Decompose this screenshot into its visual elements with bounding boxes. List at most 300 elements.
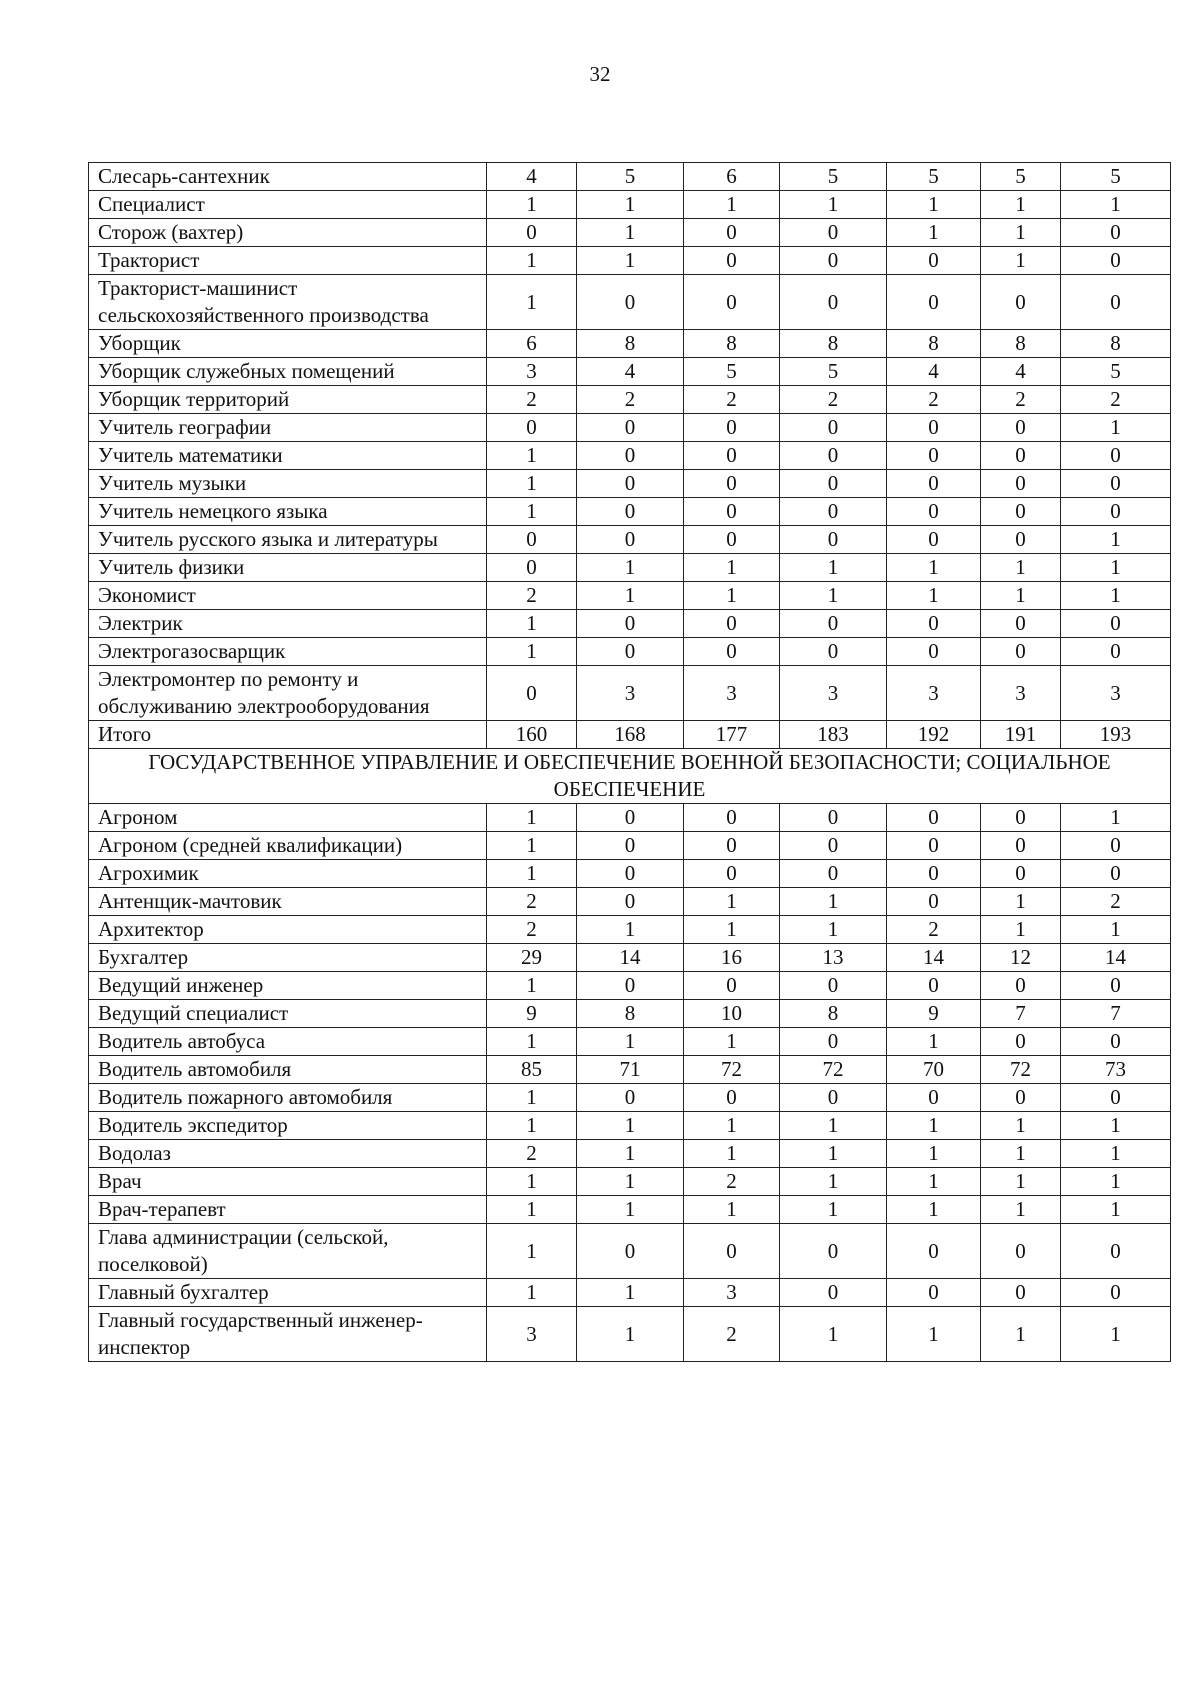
- count-cell: 183: [780, 721, 887, 749]
- count-cell: 0: [981, 860, 1061, 888]
- count-cell: 0: [780, 247, 887, 275]
- count-cell: 0: [577, 888, 684, 916]
- count-cell: 0: [577, 1224, 684, 1279]
- count-cell: 0: [1061, 275, 1171, 330]
- count-cell: 0: [684, 498, 780, 526]
- occupation-name: Специалист: [89, 191, 487, 219]
- count-cell: 1: [780, 1196, 887, 1224]
- count-cell: 1: [487, 1196, 577, 1224]
- count-cell: 1: [487, 1168, 577, 1196]
- section-header-row: [89, 749, 1171, 804]
- count-cell: 71: [577, 1056, 684, 1084]
- count-cell: 3: [487, 1307, 577, 1362]
- count-cell: 0: [577, 638, 684, 666]
- occupation-name: Экономист: [89, 582, 487, 610]
- count-cell: 3: [981, 666, 1061, 721]
- count-cell: 3: [684, 666, 780, 721]
- count-cell: 0: [887, 1224, 981, 1279]
- count-cell: 0: [887, 610, 981, 638]
- count-cell: 2: [887, 386, 981, 414]
- count-cell: 1: [1061, 1196, 1171, 1224]
- count-cell: 0: [981, 1084, 1061, 1112]
- count-cell: 1: [577, 582, 684, 610]
- count-cell: 0: [1061, 442, 1171, 470]
- count-cell: 0: [981, 442, 1061, 470]
- count-cell: 1: [577, 247, 684, 275]
- count-cell: 10: [684, 1000, 780, 1028]
- count-cell: 13: [780, 944, 887, 972]
- count-cell: 1: [1061, 191, 1171, 219]
- count-cell: 1: [684, 191, 780, 219]
- count-cell: 0: [887, 860, 981, 888]
- count-cell: 1: [684, 1140, 780, 1168]
- count-cell: 0: [887, 442, 981, 470]
- section-title: ГОСУДАРСТВЕННОЕ УПРАВЛЕНИЕ И ОБЕСПЕЧЕНИЕ ВОЕННОЙ БЕЗОПАСНОСТИ; СОЦИАЛЬНОЕ ОБЕСПЕЧЕНИЕ: [89, 749, 1171, 804]
- count-cell: 2: [487, 582, 577, 610]
- occupation-name: Агроном: [89, 804, 487, 832]
- occupation-name: Слесарь-сантехник: [89, 163, 487, 191]
- occupation-name: Тракторист: [89, 247, 487, 275]
- count-cell: 1: [887, 554, 981, 582]
- occupation-name: Учитель немецкого языка: [89, 498, 487, 526]
- count-cell: 2: [887, 916, 981, 944]
- count-cell: 0: [887, 972, 981, 1000]
- count-cell: 0: [981, 526, 1061, 554]
- table-row: [89, 1279, 1171, 1307]
- count-cell: 0: [887, 832, 981, 860]
- count-cell: 0: [577, 442, 684, 470]
- count-cell: 0: [887, 1279, 981, 1307]
- occupation-name: Тракторист-машинист сельскохозяйственного производства: [89, 275, 487, 330]
- table-row: [89, 442, 1171, 470]
- count-cell: 1: [684, 1028, 780, 1056]
- count-cell: 0: [1061, 832, 1171, 860]
- occupation-name: Водитель автомобиля: [89, 1056, 487, 1084]
- occupation-name: Учитель русского языка и литературы: [89, 526, 487, 554]
- count-cell: 1: [577, 1279, 684, 1307]
- occupation-name: Уборщик служебных помещений: [89, 358, 487, 386]
- count-cell: 7: [981, 1000, 1061, 1028]
- count-cell: 5: [981, 163, 1061, 191]
- count-cell: 3: [887, 666, 981, 721]
- occupation-name: Водитель пожарного автомобиля: [89, 1084, 487, 1112]
- count-cell: 1: [487, 1028, 577, 1056]
- count-cell: 177: [684, 721, 780, 749]
- count-cell: 0: [981, 414, 1061, 442]
- count-cell: 0: [1061, 972, 1171, 1000]
- count-cell: 0: [780, 219, 887, 247]
- count-cell: 1: [887, 1028, 981, 1056]
- count-cell: 1: [981, 1140, 1061, 1168]
- count-cell: 8: [1061, 330, 1171, 358]
- count-cell: 191: [981, 721, 1061, 749]
- table-row: [89, 832, 1171, 860]
- table-row: [89, 330, 1171, 358]
- occupation-name: Антенщик-мачтовик: [89, 888, 487, 916]
- count-cell: 1: [487, 247, 577, 275]
- count-cell: 1: [487, 470, 577, 498]
- count-cell: 0: [780, 526, 887, 554]
- count-cell: 0: [684, 275, 780, 330]
- table-row: [89, 972, 1171, 1000]
- count-cell: 1: [981, 916, 1061, 944]
- occupation-name: Сторож (вахтер): [89, 219, 487, 247]
- count-cell: 14: [577, 944, 684, 972]
- count-cell: 1: [684, 916, 780, 944]
- count-cell: 7: [1061, 1000, 1171, 1028]
- count-cell: 8: [577, 1000, 684, 1028]
- count-cell: 1: [780, 582, 887, 610]
- count-cell: 0: [577, 972, 684, 1000]
- count-cell: 29: [487, 944, 577, 972]
- count-cell: 4: [487, 163, 577, 191]
- count-cell: 0: [780, 638, 887, 666]
- count-cell: 1: [887, 1196, 981, 1224]
- count-cell: 1: [577, 1307, 684, 1362]
- count-cell: 0: [780, 498, 887, 526]
- count-cell: 0: [887, 1084, 981, 1112]
- table-row: [89, 1196, 1171, 1224]
- occupation-name: Итого: [89, 721, 487, 749]
- occupation-name: Агроном (средней квалификации): [89, 832, 487, 860]
- table-row: [89, 638, 1171, 666]
- count-cell: 1: [487, 275, 577, 330]
- count-cell: 2: [684, 1307, 780, 1362]
- count-cell: 0: [1061, 1224, 1171, 1279]
- count-cell: 5: [684, 358, 780, 386]
- count-cell: 3: [577, 666, 684, 721]
- count-cell: 0: [684, 247, 780, 275]
- count-cell: 3: [780, 666, 887, 721]
- count-cell: 0: [1061, 1084, 1171, 1112]
- count-cell: 1: [487, 191, 577, 219]
- count-cell: 1: [577, 1028, 684, 1056]
- count-cell: 1: [487, 498, 577, 526]
- count-cell: 8: [780, 330, 887, 358]
- count-cell: 1: [887, 219, 981, 247]
- count-cell: 0: [780, 1084, 887, 1112]
- table-row: [89, 1307, 1171, 1362]
- count-cell: 0: [487, 414, 577, 442]
- count-cell: 0: [577, 804, 684, 832]
- count-cell: 5: [577, 163, 684, 191]
- count-cell: 6: [487, 330, 577, 358]
- count-cell: 1: [780, 554, 887, 582]
- occupation-name: Уборщик территорий: [89, 386, 487, 414]
- count-cell: 0: [887, 804, 981, 832]
- count-cell: 1: [981, 219, 1061, 247]
- count-cell: 1: [981, 554, 1061, 582]
- count-cell: 1: [487, 1112, 577, 1140]
- count-cell: 73: [1061, 1056, 1171, 1084]
- count-cell: 0: [887, 470, 981, 498]
- table-row: [89, 666, 1171, 721]
- count-cell: 2: [684, 386, 780, 414]
- count-cell: 0: [887, 498, 981, 526]
- occupation-name: Электрик: [89, 610, 487, 638]
- count-cell: 0: [887, 888, 981, 916]
- count-cell: 0: [780, 972, 887, 1000]
- count-cell: 1: [887, 1307, 981, 1362]
- count-cell: 0: [981, 610, 1061, 638]
- count-cell: 8: [684, 330, 780, 358]
- count-cell: 0: [1061, 219, 1171, 247]
- occupation-name: Главный государственный инженер-инспектор: [89, 1307, 487, 1362]
- table-row: [89, 526, 1171, 554]
- occupation-name: Электрогазосварщик: [89, 638, 487, 666]
- count-cell: 0: [684, 1224, 780, 1279]
- count-cell: 0: [780, 442, 887, 470]
- count-cell: 2: [487, 1140, 577, 1168]
- count-cell: 3: [487, 358, 577, 386]
- count-cell: 1: [577, 1112, 684, 1140]
- count-cell: 0: [981, 1028, 1061, 1056]
- table-row: [89, 582, 1171, 610]
- count-cell: 1: [684, 554, 780, 582]
- count-cell: 0: [487, 554, 577, 582]
- count-cell: 2: [981, 386, 1061, 414]
- count-cell: 0: [684, 638, 780, 666]
- occupation-name: Уборщик: [89, 330, 487, 358]
- count-cell: 1: [1061, 1140, 1171, 1168]
- count-cell: 1: [487, 832, 577, 860]
- count-cell: 1: [780, 1307, 887, 1362]
- count-cell: 0: [981, 275, 1061, 330]
- count-cell: 0: [981, 1279, 1061, 1307]
- occupation-name: Агрохимик: [89, 860, 487, 888]
- count-cell: 14: [887, 944, 981, 972]
- count-cell: 0: [487, 219, 577, 247]
- count-cell: 0: [780, 470, 887, 498]
- count-cell: 1: [780, 1168, 887, 1196]
- count-cell: 1: [684, 888, 780, 916]
- occupation-name: Врач-терапевт: [89, 1196, 487, 1224]
- count-cell: 8: [780, 1000, 887, 1028]
- table-row: [89, 358, 1171, 386]
- count-cell: 0: [577, 414, 684, 442]
- count-cell: 0: [577, 832, 684, 860]
- table-row: [89, 470, 1171, 498]
- total-row: [89, 721, 1171, 749]
- count-cell: 0: [981, 832, 1061, 860]
- count-cell: 1: [1061, 916, 1171, 944]
- occupation-name: Электромонтер по ремонту и обслуживанию электрооборудования: [89, 666, 487, 721]
- count-cell: 0: [1061, 247, 1171, 275]
- table-body: [89, 163, 1171, 1362]
- count-cell: 1: [887, 1140, 981, 1168]
- table-row: [89, 247, 1171, 275]
- occupation-name: Учитель математики: [89, 442, 487, 470]
- count-cell: 0: [780, 1224, 887, 1279]
- count-cell: 0: [981, 638, 1061, 666]
- count-cell: 4: [577, 358, 684, 386]
- count-cell: 1: [487, 442, 577, 470]
- count-cell: 1: [981, 247, 1061, 275]
- count-cell: 1: [577, 1196, 684, 1224]
- occupation-name: Ведущий специалист: [89, 1000, 487, 1028]
- count-cell: 1: [780, 1112, 887, 1140]
- count-cell: 0: [887, 414, 981, 442]
- count-cell: 0: [780, 610, 887, 638]
- table-row: [89, 1168, 1171, 1196]
- count-cell: 5: [780, 358, 887, 386]
- count-cell: 0: [1061, 1028, 1171, 1056]
- table-row: [89, 1112, 1171, 1140]
- count-cell: 0: [981, 804, 1061, 832]
- count-cell: 5: [1061, 163, 1171, 191]
- count-cell: 1: [981, 582, 1061, 610]
- count-cell: 4: [981, 358, 1061, 386]
- count-cell: 2: [577, 386, 684, 414]
- count-cell: 0: [780, 832, 887, 860]
- count-cell: 1: [487, 1224, 577, 1279]
- count-cell: 0: [684, 526, 780, 554]
- count-cell: 0: [981, 470, 1061, 498]
- count-cell: 1: [887, 191, 981, 219]
- count-cell: 1: [887, 1112, 981, 1140]
- count-cell: 2: [487, 888, 577, 916]
- count-cell: 72: [780, 1056, 887, 1084]
- count-cell: 5: [1061, 358, 1171, 386]
- count-cell: 0: [981, 1224, 1061, 1279]
- count-cell: 9: [887, 1000, 981, 1028]
- count-cell: 4: [887, 358, 981, 386]
- count-cell: 1: [487, 610, 577, 638]
- count-cell: 1: [1061, 414, 1171, 442]
- count-cell: 0: [577, 526, 684, 554]
- count-cell: 1: [1061, 1307, 1171, 1362]
- count-cell: 0: [887, 275, 981, 330]
- count-cell: 1: [887, 582, 981, 610]
- count-cell: 1: [577, 916, 684, 944]
- count-cell: 5: [780, 163, 887, 191]
- count-cell: 0: [780, 1279, 887, 1307]
- occupation-name: Водитель автобуса: [89, 1028, 487, 1056]
- count-cell: 0: [1061, 470, 1171, 498]
- count-cell: 1: [780, 916, 887, 944]
- table-row: [89, 860, 1171, 888]
- count-cell: 1: [487, 638, 577, 666]
- count-cell: 0: [577, 498, 684, 526]
- occupation-name: Врач: [89, 1168, 487, 1196]
- table-row: [89, 163, 1171, 191]
- occupation-name: Учитель физики: [89, 554, 487, 582]
- count-cell: 2: [1061, 386, 1171, 414]
- count-cell: 2: [684, 1168, 780, 1196]
- count-cell: 1: [981, 888, 1061, 916]
- count-cell: 0: [780, 275, 887, 330]
- count-cell: 0: [684, 219, 780, 247]
- table-row: [89, 916, 1171, 944]
- count-cell: 0: [887, 247, 981, 275]
- count-cell: 0: [1061, 498, 1171, 526]
- count-cell: 1: [577, 1140, 684, 1168]
- count-cell: 6: [684, 163, 780, 191]
- table-row: [89, 275, 1171, 330]
- count-cell: 1: [577, 191, 684, 219]
- table-row: [89, 414, 1171, 442]
- count-cell: 0: [780, 860, 887, 888]
- occupation-name: Глава администрации (сельской, поселковой): [89, 1224, 487, 1279]
- table-row: [89, 191, 1171, 219]
- count-cell: 1: [487, 804, 577, 832]
- count-cell: 0: [981, 972, 1061, 1000]
- count-cell: 3: [1061, 666, 1171, 721]
- count-cell: 1: [487, 860, 577, 888]
- occupation-name: Учитель музыки: [89, 470, 487, 498]
- count-cell: 0: [780, 414, 887, 442]
- table-row: [89, 219, 1171, 247]
- count-cell: 1: [577, 219, 684, 247]
- count-cell: 0: [577, 275, 684, 330]
- count-cell: 2: [487, 916, 577, 944]
- count-cell: 0: [577, 470, 684, 498]
- count-cell: 1: [684, 1112, 780, 1140]
- table-row: [89, 386, 1171, 414]
- count-cell: 72: [684, 1056, 780, 1084]
- count-cell: 0: [684, 610, 780, 638]
- count-cell: 1: [1061, 554, 1171, 582]
- count-cell: 1: [981, 1307, 1061, 1362]
- count-cell: 2: [487, 386, 577, 414]
- table-row: [89, 1084, 1171, 1112]
- count-cell: 1: [1061, 526, 1171, 554]
- count-cell: 12: [981, 944, 1061, 972]
- count-cell: 0: [684, 442, 780, 470]
- count-cell: 1: [981, 191, 1061, 219]
- count-cell: 1: [1061, 1168, 1171, 1196]
- count-cell: 1: [780, 191, 887, 219]
- table-row: [89, 944, 1171, 972]
- table-row: [89, 610, 1171, 638]
- count-cell: 8: [577, 330, 684, 358]
- count-cell: 0: [487, 666, 577, 721]
- count-cell: 0: [887, 638, 981, 666]
- count-cell: 0: [1061, 1279, 1171, 1307]
- count-cell: 193: [1061, 721, 1171, 749]
- count-cell: 0: [780, 1028, 887, 1056]
- count-cell: 70: [887, 1056, 981, 1084]
- occupation-name: Водолаз: [89, 1140, 487, 1168]
- count-cell: 85: [487, 1056, 577, 1084]
- count-cell: 0: [487, 526, 577, 554]
- count-cell: 8: [981, 330, 1061, 358]
- count-cell: 1: [981, 1112, 1061, 1140]
- count-cell: 0: [684, 1084, 780, 1112]
- count-cell: 1: [1061, 804, 1171, 832]
- count-cell: 1: [487, 972, 577, 1000]
- occupation-name: Главный бухгалтер: [89, 1279, 487, 1307]
- count-cell: 0: [684, 804, 780, 832]
- count-cell: 72: [981, 1056, 1061, 1084]
- count-cell: 1: [684, 1196, 780, 1224]
- count-cell: 2: [780, 386, 887, 414]
- count-cell: 5: [887, 163, 981, 191]
- count-cell: 1: [780, 888, 887, 916]
- count-cell: 0: [577, 1084, 684, 1112]
- table-row: [89, 1056, 1171, 1084]
- count-cell: 0: [887, 526, 981, 554]
- count-cell: 1: [577, 554, 684, 582]
- count-cell: 0: [684, 972, 780, 1000]
- occupation-name: Бухгалтер: [89, 944, 487, 972]
- count-cell: 0: [684, 414, 780, 442]
- count-cell: 8: [887, 330, 981, 358]
- table-row: [89, 1224, 1171, 1279]
- occupation-name: Архитектор: [89, 916, 487, 944]
- table-row: [89, 1140, 1171, 1168]
- count-cell: 0: [1061, 860, 1171, 888]
